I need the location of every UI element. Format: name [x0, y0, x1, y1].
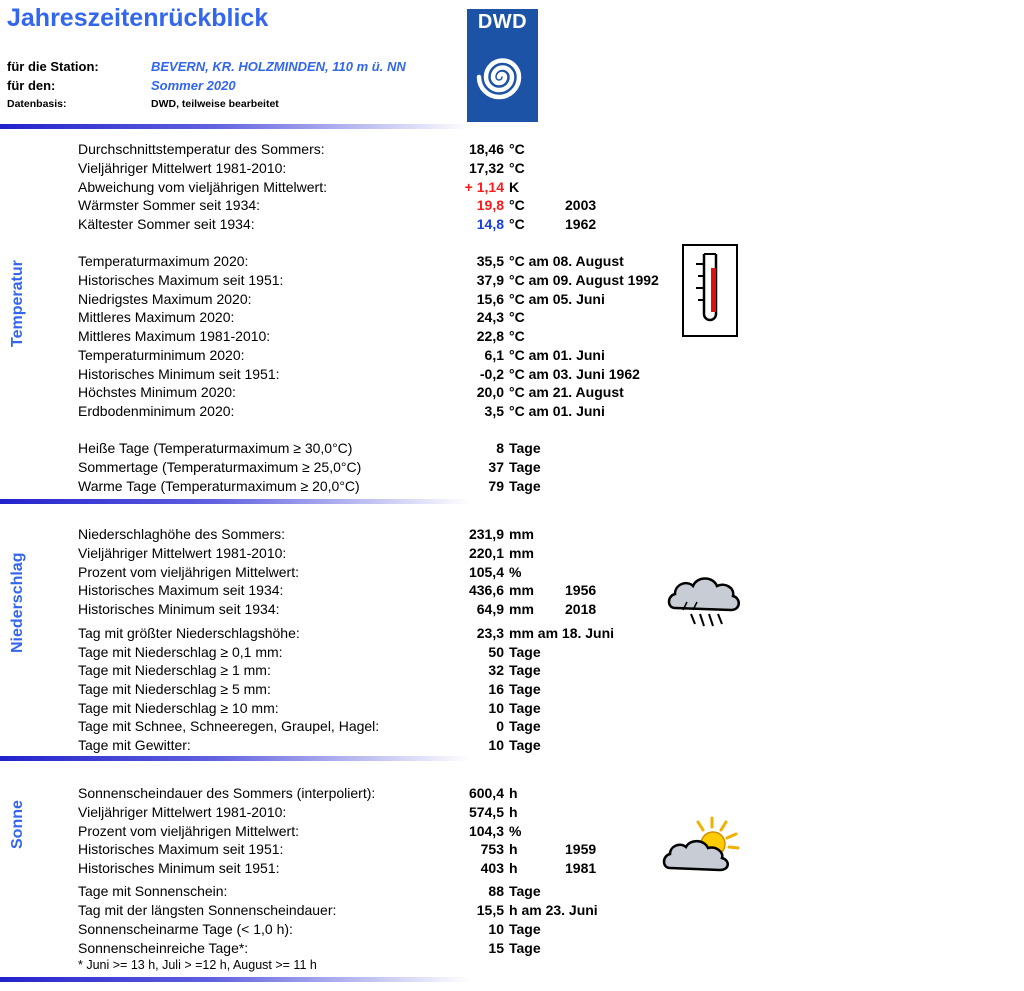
temperatur-row-unit: °C	[509, 216, 525, 232]
temperatur-row-value: 22,8	[476, 328, 504, 344]
temperatur-row-label: Kältester Sommer seit 1934:	[78, 216, 255, 232]
period-value: Sommer 2020	[151, 78, 236, 93]
niederschlag-row-value: 16	[488, 681, 504, 697]
temperatur-row-year: 2003	[565, 197, 597, 213]
niederschlag-row-unit: Tage	[509, 662, 541, 678]
temperatur-row-unit: Tage	[509, 478, 541, 494]
sonne-row-unit: h	[509, 860, 518, 876]
sonne-row-unit: %	[509, 823, 522, 839]
sonne-row-unit: Tage	[509, 883, 541, 899]
temperatur-row-label: Höchstes Minimum 2020:	[78, 384, 236, 400]
temperatur-row-value: 14,8	[476, 216, 504, 232]
niederschlag-row-label: Historisches Minimum seit 1934:	[78, 601, 280, 617]
niederschlag-row-label: Historisches Maximum seit 1934:	[78, 582, 284, 598]
temperatur-row-value: -0,2	[479, 366, 504, 382]
sonne-row-value: 15,5	[476, 902, 504, 918]
station-label: für die Station:	[7, 59, 99, 74]
sonne-row-value: 10	[488, 921, 504, 937]
spiral-icon	[472, 47, 533, 107]
sonne-row-unit: Tage	[509, 940, 541, 956]
sonne-row-label: Tage mit Sonnenschein:	[78, 883, 228, 899]
temperatur-row-label: Mittleres Maximum 1981-2010:	[78, 328, 271, 344]
temperatur-row-value: 19,8	[476, 197, 504, 213]
divider-sonne	[0, 977, 470, 982]
temperatur-row-value: 15,6	[476, 291, 504, 307]
sonne-row-label: Vieljähriger Mittelwert 1981-2010:	[78, 804, 287, 820]
temperatur-row-value: 18,46	[468, 141, 504, 157]
temperatur-row-value: 24,3	[476, 309, 504, 325]
temperatur-row-value: 3,5	[484, 403, 504, 419]
niederschlag-row-value: 231,9	[468, 526, 504, 542]
sonne-row-label: Sonnenscheinreiche Tage*:	[78, 940, 249, 956]
sonne-row-value: 88	[488, 883, 504, 899]
niederschlag-row-unit: %	[509, 564, 522, 580]
temperatur-row-unit: °C	[509, 328, 525, 344]
niederschlag-row-unit: mm	[509, 582, 534, 598]
period-label: für den:	[7, 78, 56, 93]
temperatur-row-unit: °C am 08. August	[509, 253, 624, 269]
niederschlag-row-value: 220,1	[468, 545, 504, 561]
thermometer-icon	[682, 244, 738, 337]
divider-niederschlag	[0, 756, 470, 761]
sonne-row-value: 403	[480, 860, 504, 876]
sonne-row-label: Sonnenscheinarme Tage (< 1,0 h):	[78, 921, 293, 937]
niederschlag-row-unit: mm	[509, 526, 534, 542]
temperatur-row-year: 1962	[565, 216, 597, 232]
temperatur-row-value: 37	[488, 459, 504, 475]
niederschlag-row-unit: Tage	[509, 700, 541, 716]
niederschlag-row-unit: Tage	[509, 681, 541, 697]
temperatur-row-label: Warme Tage (Temperaturmaximum ≥ 20,0°C)	[78, 478, 360, 494]
temperatur-row-value: 37,9	[476, 272, 504, 288]
niederschlag-row-value: 32	[488, 662, 504, 678]
sonne-row-label: Historisches Maximum seit 1951:	[78, 841, 284, 857]
sonne-row-unit: h am 23. Juni	[509, 902, 598, 918]
section-label-temperatur: Temperatur	[9, 260, 26, 347]
sonne-row-year: 1981	[565, 860, 597, 876]
temperatur-row-value: 20,0	[476, 384, 504, 400]
temperatur-row-label: Abweichung vom vieljährigen Mittelwert:	[78, 179, 327, 195]
station-value: BEVERN, KR. HOLZMINDEN, 110 m ü. NN	[151, 59, 406, 74]
niederschlag-row-value: 50	[488, 644, 504, 660]
niederschlag-row-unit: mm am 18. Juni	[509, 625, 615, 641]
sonne-row-unit: h	[509, 785, 518, 801]
temperatur-row-unit: Tage	[509, 459, 541, 475]
temperatur-row-unit: °C	[509, 141, 525, 157]
basis-label: Datenbasis:	[7, 98, 67, 110]
temperatur-row-label: Durchschnittstemperatur des Sommers:	[78, 141, 325, 157]
temperatur-row-unit: °C am 21. August	[509, 384, 624, 400]
niederschlag-row-year: 1956	[565, 582, 597, 598]
niederschlag-row-label: Tage mit Gewitter:	[78, 737, 191, 753]
page-title: Jahreszeitenrückblick	[7, 4, 269, 32]
niederschlag-row-unit: mm	[509, 545, 534, 561]
sonne-row-label: Prozent vom vieljährigen Mittelwert:	[78, 823, 299, 839]
dwd-logo	[467, 9, 538, 122]
temperatur-row-label: Niedrigstes Maximum 2020:	[78, 291, 252, 307]
niederschlag-row-label: Vieljähriger Mittelwert 1981-2010:	[78, 545, 287, 561]
niederschlag-row-value: 64,9	[476, 601, 504, 617]
temperatur-row-unit: Tage	[509, 440, 541, 456]
temperatur-row-label: Historisches Minimum seit 1951:	[78, 366, 280, 382]
sonne-row-label: Historisches Minimum seit 1951:	[78, 860, 280, 876]
sonne-row-value: 574,5	[468, 804, 504, 820]
niederschlag-row-value: 105,4	[468, 564, 504, 580]
sonne-row-unit: Tage	[509, 921, 541, 937]
temperatur-row-unit: °C am 09. August 1992	[509, 272, 659, 288]
niederschlag-row-value: 10	[488, 700, 504, 716]
rain-cloud-icon	[665, 574, 743, 630]
temperatur-row-unit: °C	[509, 197, 525, 213]
niederschlag-row-label: Niederschlaghöhe des Sommers:	[78, 526, 285, 542]
niederschlag-row-value: 10	[488, 737, 504, 753]
divider-temperatur	[0, 499, 470, 504]
logo-text: DWD	[477, 11, 528, 33]
niederschlag-row-value: 0	[496, 718, 504, 734]
divider-header	[0, 124, 470, 129]
sonne-row-year: 1959	[565, 841, 597, 857]
niederschlag-row-label: Prozent vom vieljährigen Mittelwert:	[78, 564, 299, 580]
temperatur-row-value: 79	[488, 478, 504, 494]
temperatur-row-unit: K	[509, 179, 520, 195]
temperatur-row-label: Vieljähriger Mittelwert 1981-2010:	[78, 160, 287, 176]
temperatur-row-unit: °C am 03. Juni 1962	[509, 366, 640, 382]
sonne-row-label: Sonnenscheindauer des Sommers (interpoliert):	[78, 785, 376, 801]
sonne-row-value: 753	[480, 841, 504, 857]
temperatur-row-unit: °C	[509, 309, 525, 325]
temperatur-row-value: 8	[496, 440, 504, 456]
temperatur-row-value: 35,5	[476, 253, 504, 269]
temperatur-row-value: 6,1	[484, 347, 504, 363]
temperatur-row-unit: °C am 01. Juni	[509, 403, 605, 419]
niederschlag-row-label: Tage mit Schnee, Schneeregen, Graupel, Hagel:	[78, 718, 380, 734]
temperatur-row-label: Historisches Maximum seit 1951:	[78, 272, 284, 288]
temperatur-row-unit: °C am 01. Juni	[509, 347, 605, 363]
niederschlag-row-label: Tage mit Niederschlag ≥ 0,1 mm:	[78, 644, 283, 660]
niederschlag-row-unit: Tage	[509, 737, 541, 753]
sonne-footnote: * Juni >= 13 h, Juli > =12 h, August >= 11 h	[78, 958, 317, 972]
niederschlag-row-year: 2018	[565, 601, 597, 617]
temperatur-row-label: Mittleres Maximum 2020:	[78, 309, 235, 325]
niederschlag-row-label: Tage mit Niederschlag ≥ 10 mm:	[78, 700, 279, 716]
temperatur-row-label: Erdbodenminimum 2020:	[78, 403, 235, 419]
niederschlag-row-unit: Tage	[509, 718, 541, 734]
niederschlag-row-value: 23,3	[476, 625, 504, 641]
temperatur-row-value: + 1,14	[464, 179, 504, 195]
niederschlag-row-label: Tag mit größter Niederschlagshöhe:	[78, 625, 300, 641]
temperatur-row-label: Heiße Tage (Temperaturmaximum ≥ 30,0°C)	[78, 440, 353, 456]
temperatur-row-unit: °C am 05. Juni	[509, 291, 605, 307]
temperatur-row-value: 17,32	[468, 160, 504, 176]
niederschlag-row-unit: Tage	[509, 644, 541, 660]
basis-value: DWD, teilweise bearbeitet	[151, 98, 279, 110]
temperatur-row-label: Sommertage (Temperaturmaximum ≥ 25,0°C)	[78, 459, 362, 475]
sonne-row-value: 104,3	[468, 823, 504, 839]
sonne-row-value: 15	[488, 940, 504, 956]
sonne-row-unit: h	[509, 804, 518, 820]
sonne-row-label: Tag mit der längsten Sonnenscheindauer:	[78, 902, 337, 918]
sun-cloud-icon	[660, 816, 742, 878]
sonne-row-unit: h	[509, 841, 518, 857]
niederschlag-row-label: Tage mit Niederschlag ≥ 1 mm:	[78, 662, 271, 678]
niederschlag-row-label: Tage mit Niederschlag ≥ 5 mm:	[78, 681, 271, 697]
niederschlag-row-value: 436,6	[468, 582, 504, 598]
section-label-sonne: Sonne	[9, 800, 26, 849]
sonne-row-value: 600,4	[468, 785, 504, 801]
section-label-niederschlag: Niederschlag	[9, 552, 26, 653]
temperatur-row-label: Temperaturminimum 2020:	[78, 347, 245, 363]
temperatur-row-label: Temperaturmaximum 2020:	[78, 253, 249, 269]
temperatur-row-unit: °C	[509, 160, 525, 176]
niederschlag-row-unit: mm	[509, 601, 534, 617]
temperatur-row-label: Wärmster Sommer seit 1934:	[78, 197, 261, 213]
